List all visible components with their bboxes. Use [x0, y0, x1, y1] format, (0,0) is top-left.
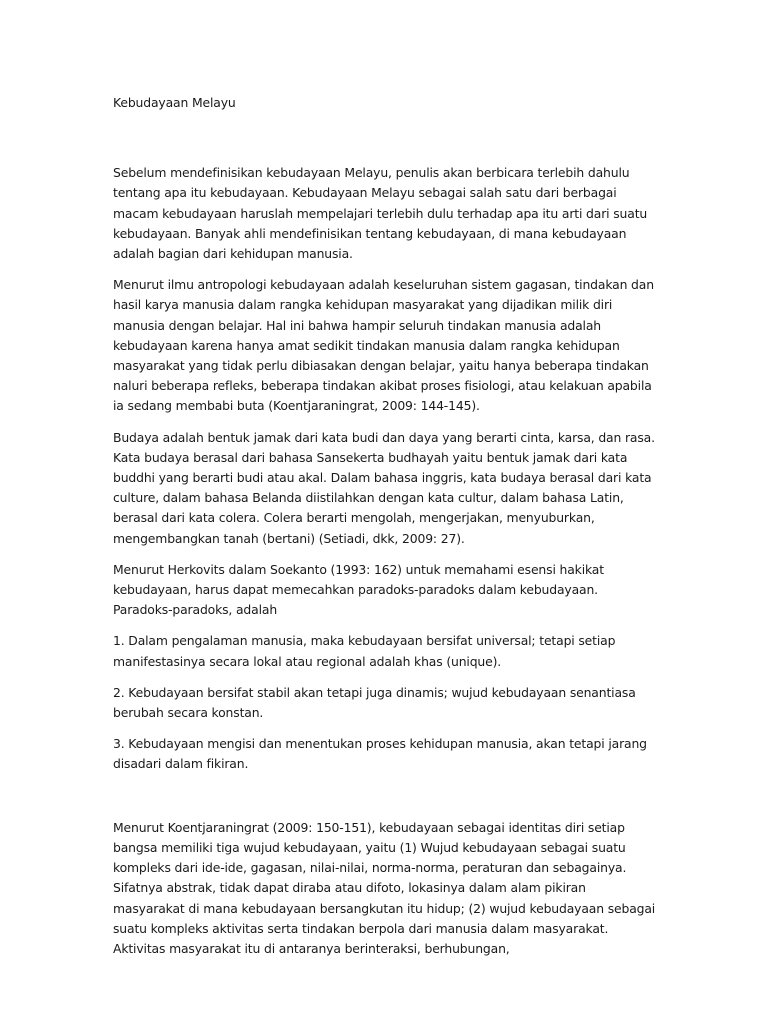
document-title: Kebudayaan Melayu	[113, 95, 236, 110]
paragraph-antropologi: Menurut ilmu antropologi kebudayaan adalah keseluruhan sistem gagasan, tindakan dan hasil karya manusia dalam rangka kehidupan masyarakat yang dijadikan milik diri manusia dengan belajar. Hal ini bahwa hampir seluruh tindakan manusia adalah kebudayaan karena hanya amat sedikit tindakan manusia dalam rangka kehidupan masyarakat yang tidak perlu dibiasakan dengan belajar, yaitu hanya beberapa tindakan naluri beberapa refleks, beberapa tindakan akibat proses fisiologi, atau kelakuan apabila ia sedang membabi buta (Koentjaraningrat, 2009: 144-145).	[113, 277, 654, 414]
paragraph-herkovits: Menurut Herkovits dalam Soekanto (1993: 162) untuk memahami esensi hakikat kebudayaan, harus dapat memecahkan paradoks-paradoks dalam kebudayaan. Paradoks-paradoks, adalah	[113, 561, 604, 618]
list-item-paradox-3: 3. Kebudayaan mengisi dan menentukan proses kehidupan manusia, akan tetapi jarang disadari dalam fikiran.	[113, 736, 647, 772]
paragraph-koentjaraningrat: Menurut Koentjaraningrat (2009: 150-151), kebudayaan sebagai identitas diri setiap bangsa memiliki tiga wujud kebudayaan, yaitu (1) Wujud kebudayaan sebagai suatu kompleks dari ide-ide, gagasan, nilai-nilai, norma-norma, peraturan dan sebagainya. Sifatnya abstrak, tidak dapat diraba atau difoto, lokasinya dalam alam pikiran masyarakat di mana kebudayaan bersangkutan itu hidup; (2) wujud kebudayaan sebagai suatu kompleks aktivitas serta tindakan berpola dari manusia dalam masyarakat. Aktivitas masyarakat itu di antaranya berinteraksi, berhubungan,	[113, 819, 656, 956]
paragraph-budaya: Budaya adalah bentuk jamak dari kata budi dan daya yang berarti cinta, karsa, dan rasa. Kata budaya berasal dari bahasa Sansekerta budhayah yaitu bentuk jamak dari kata buddhi yang berarti budi atau akal. Dalam bahasa inggris, kata budaya berasal dari kata culture, dalam bahasa Belanda diistilahkan dengan kata cultur, dalam bahasa Latin, berasal dari kata colera. Colera berarti mengolah, mengerjakan, menyuburkan, mengembangkan tanah (bertani) (Setiadi, dkk, 2009: 27).	[113, 429, 655, 546]
document-body	[113, 93, 658, 970]
list-item-paradox-2: 2. Kebudayaan bersifat stabil akan tetapi juga dinamis; wujud kebudayaan senantiasa berubah secara konstan.	[113, 684, 636, 721]
list-item-paradox-1: 1. Dalam pengalaman manusia, maka kebudayaan bersifat universal; tetapi setiap manifestasinya secara lokal atau regional adalah khas (unique).	[113, 633, 616, 669]
paragraph-intro: Sebelum mendefinisikan kebudayaan Melayu, penulis akan berbicara terlebih dahulu tentang apa itu kebudayaan. Kebudayaan Melayu sebagai salah satu dari berbagai macam kebudayaan haruslah mempelajari terlebih dulu terhadap apa itu arti dari suatu kebudayaan. Banyak ahli mendefinisikan tentang kebudayaan, di mana kebudayaan adalah bagian dari kehidupan manusia.	[113, 165, 648, 262]
